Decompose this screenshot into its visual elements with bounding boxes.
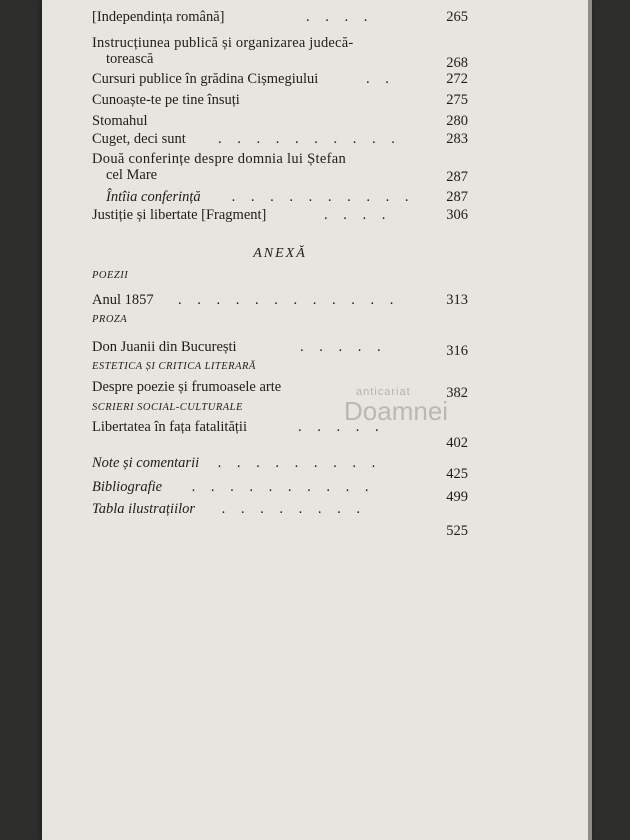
leader-dots: . . . . . <box>300 339 387 355</box>
leader-dots: . . . . <box>324 207 392 223</box>
toc-entry-title: Justiție și libertate [Fragment] <box>92 207 267 223</box>
leader-dots: . . . . . . . . . <box>218 455 382 471</box>
toc-entry-page: 499 <box>446 489 468 505</box>
leader-dots: . . . . <box>306 9 374 25</box>
toc-entry-title: [Independința română] <box>92 9 225 25</box>
toc-entry-title: Note și comentarii <box>92 455 200 471</box>
toc-entry-page: 316 <box>446 343 468 359</box>
leader-dots: . . . . . . . . <box>222 501 367 517</box>
leader-dots: . . . . . . . . . . <box>218 131 401 147</box>
toc-entry-page: 287 <box>446 169 468 185</box>
toc-entry-title: Libertatea în fața fatalității <box>92 419 247 435</box>
toc-entry-page: 280 <box>446 113 468 129</box>
watermark <box>332 386 482 446</box>
toc-entry-page: 306 <box>446 207 468 223</box>
toc-entry-page: 525 <box>446 523 468 539</box>
toc-entry-title: Tabla ilustrațiilor <box>92 501 196 517</box>
watermark-logo-text: Doamnei <box>344 396 449 426</box>
toc-entry-page: 425 <box>446 466 468 482</box>
leader-dots: . . . . . . . . . . <box>192 479 375 495</box>
watermark-small-text: anticariat <box>356 386 411 398</box>
toc-entry-title: Instrucțiunea publică și organizarea judecă- <box>92 35 354 51</box>
toc-entry-title: Stomahul <box>92 113 148 129</box>
toc-entry-page: 313 <box>446 292 468 308</box>
toc-entry-page: 272 <box>446 71 468 87</box>
toc-entry-title: Cunoaște-te pe tine însuți <box>92 92 240 108</box>
toc-entry-title: Întîia conferință <box>106 189 201 205</box>
page-edge <box>588 0 592 840</box>
section-label: ESTETICA ȘI CRITICA LITERARĂ <box>92 361 256 372</box>
toc-entry-page: 287 <box>446 189 468 205</box>
toc-entry-page: 275 <box>446 92 468 108</box>
toc-entry-page: 402 <box>446 435 468 451</box>
section-label: PROZA <box>92 314 128 325</box>
leader-dots: . . . . . . . . . . . . <box>178 292 400 308</box>
toc-entry-continuation: cel Mare <box>106 167 158 183</box>
leader-dots: . . . . . . . . . . <box>232 189 415 205</box>
leader-dots: . . <box>366 71 395 87</box>
toc-entry-title: Don Juanii din București <box>92 339 237 355</box>
toc-entry-page: 265 <box>446 9 468 25</box>
toc-entry-page: 283 <box>446 131 468 147</box>
toc-entry-title: Bibliografie <box>92 479 163 495</box>
toc-entry-continuation: torească <box>106 51 154 67</box>
toc-entry-title: Două conferințe despre domnia lui Ștefan <box>92 151 346 167</box>
toc-entry-page: 382 <box>446 385 468 401</box>
section-label: SCRIERI SOCIAL-CULTURALE <box>92 402 243 413</box>
annex-heading: ANEXĂ <box>253 246 307 261</box>
toc-entry-title: Despre poezie și frumoasele arte <box>92 379 282 395</box>
toc-entry-title: Cuget, deci sunt <box>92 131 186 147</box>
toc-entry-title: Cursuri publice în grădina Cișmegiului <box>92 71 319 87</box>
section-label: POEZII <box>92 270 129 281</box>
toc-entry-title: Anul 1857 <box>92 292 154 308</box>
toc-entry-page: 268 <box>446 55 468 71</box>
leader-dots: . . . . . <box>298 419 385 435</box>
